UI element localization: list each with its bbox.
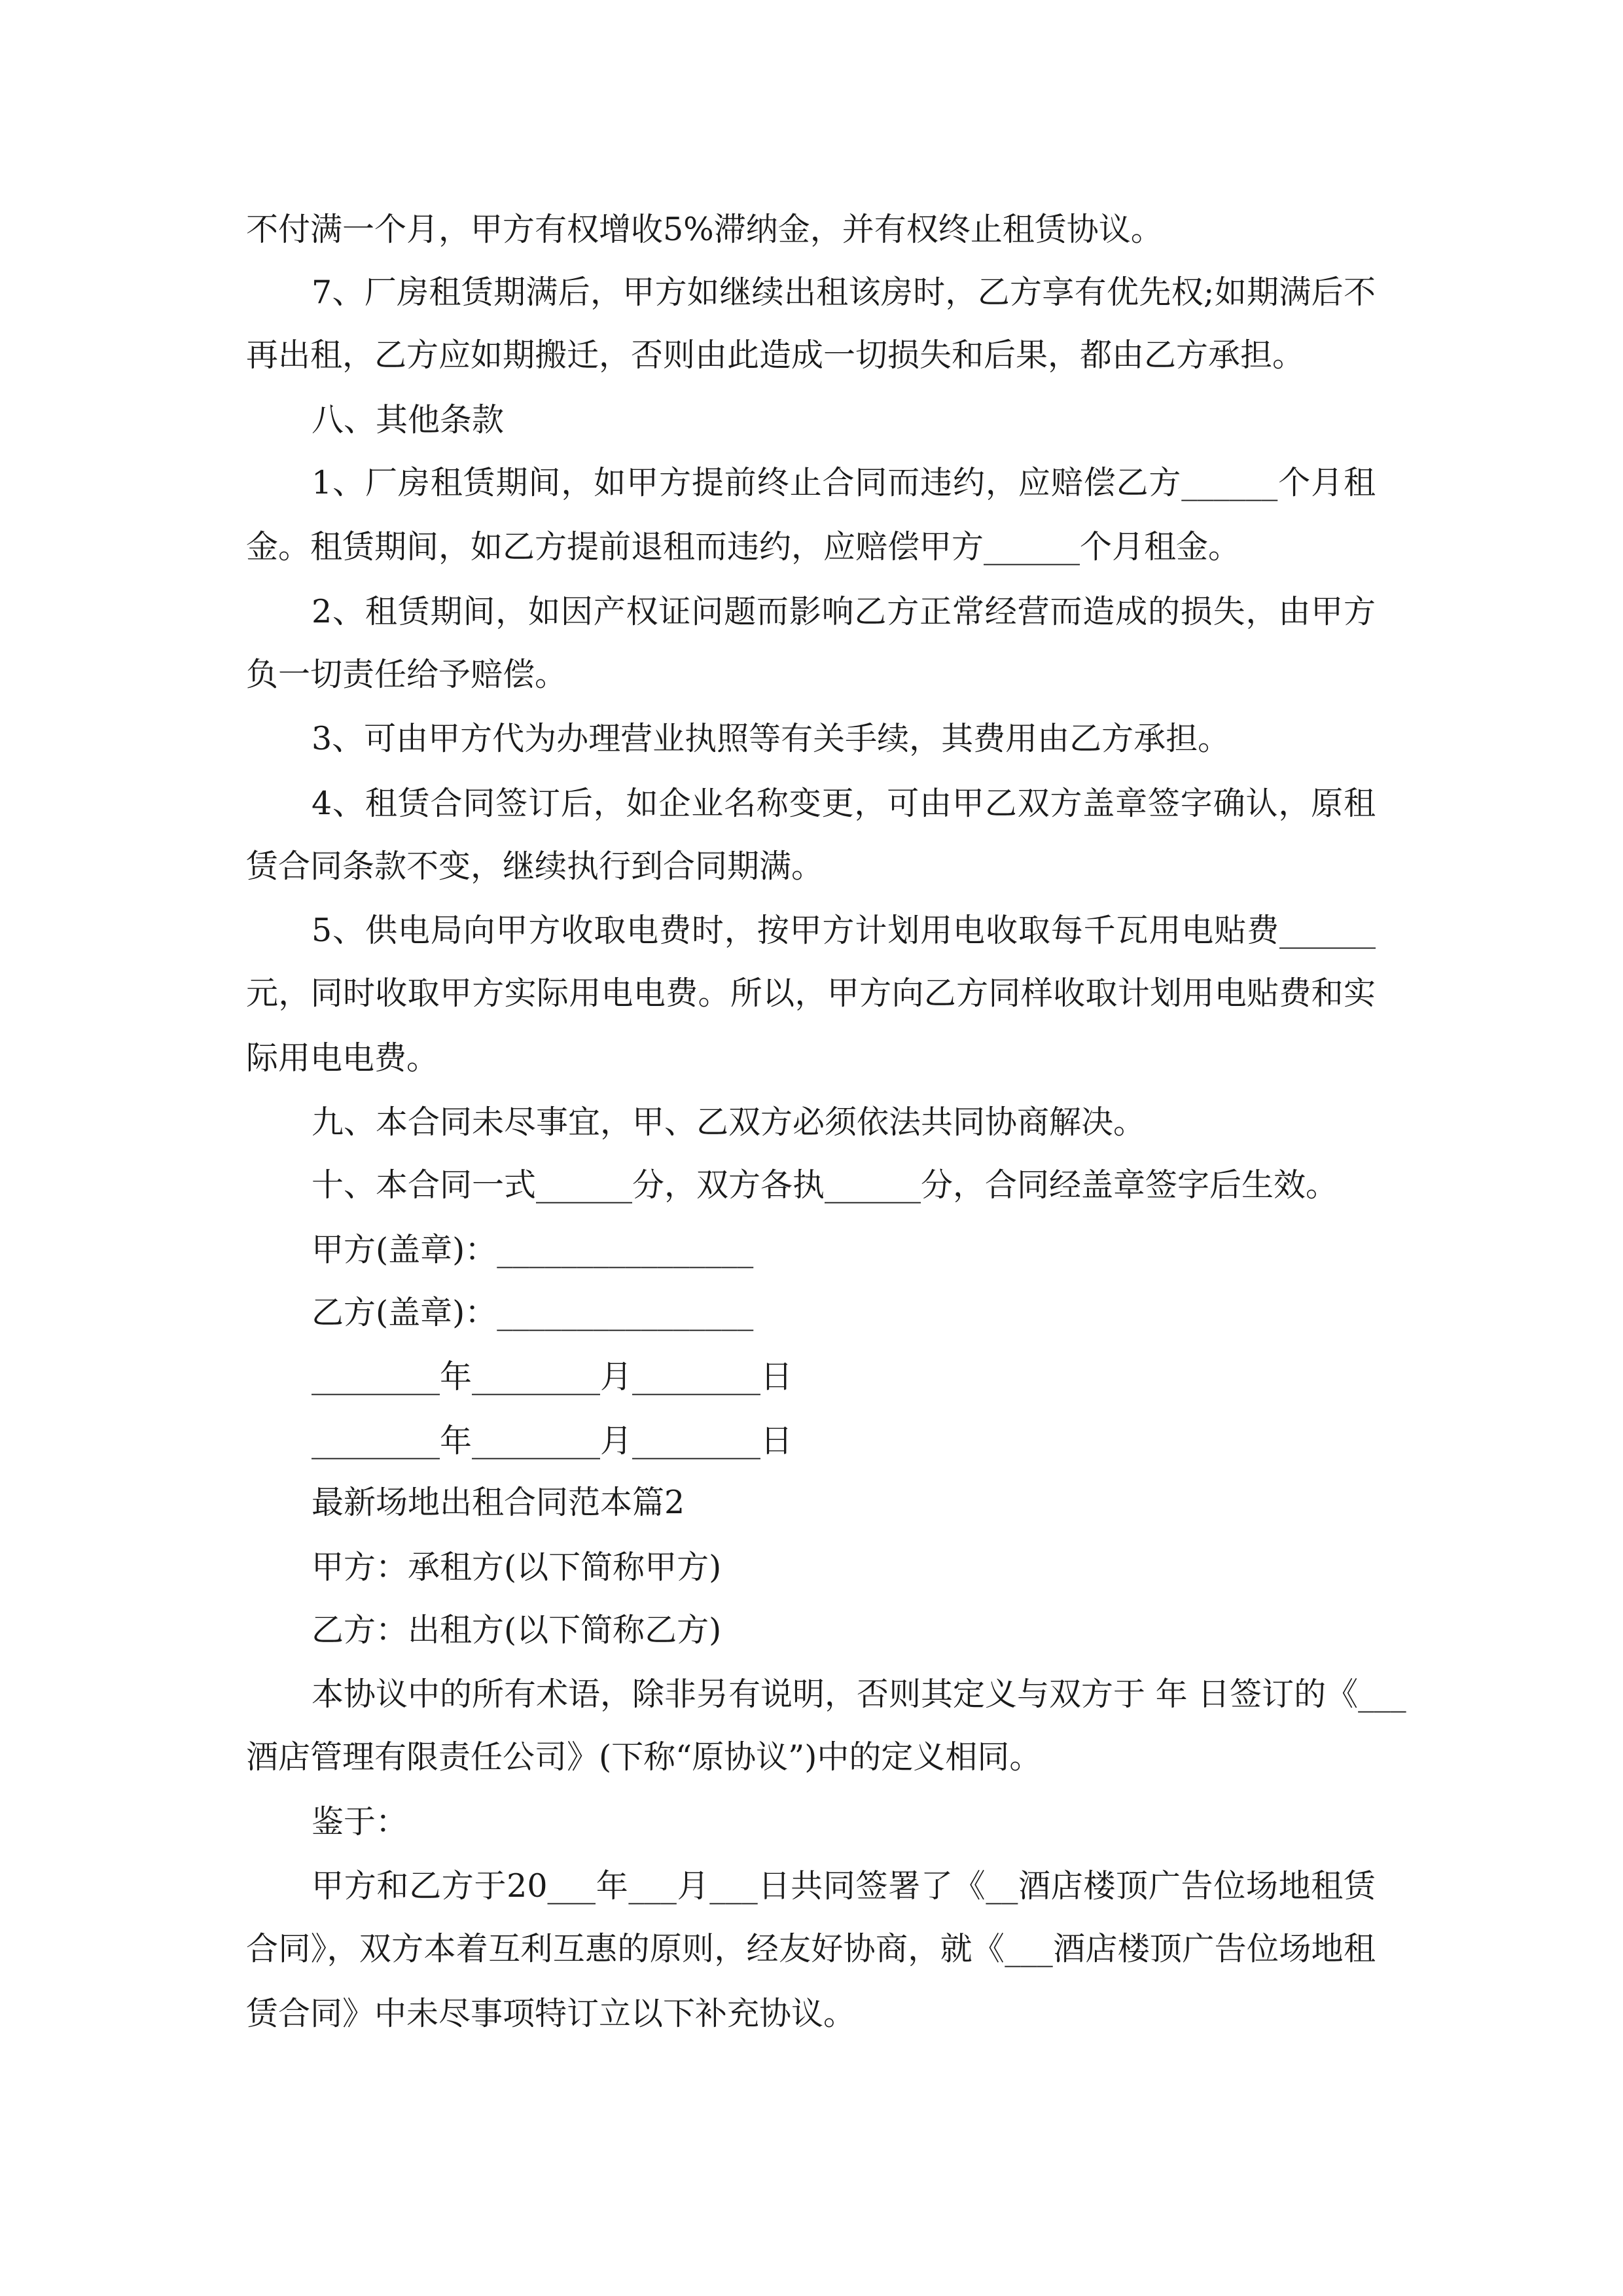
text-line: 最新场地出租合同范本篇2 bbox=[312, 1484, 685, 1521]
text-line: 乙方：出租方(以下简称乙方) bbox=[312, 1611, 722, 1649]
text-line: 4、租赁合同签订后，如企业名称变更，可由甲乙双方盖章签字确认，原租 bbox=[312, 785, 1376, 822]
text-line: 甲方(盖章)：________________ bbox=[312, 1231, 754, 1268]
text-line: 乙方(盖章)：________________ bbox=[312, 1294, 754, 1331]
text-line: 甲方和乙方于20___年___月___日共同签署了《__酒店楼顶广告位场地租赁 bbox=[312, 1867, 1376, 1905]
text-line: 赁合同条款不变，继续执行到合同期满。 bbox=[246, 848, 824, 885]
text-line: 九、本合同未尽事宜，甲、乙双方必须依法共同协商解决。 bbox=[312, 1103, 1146, 1141]
text-line: 不付满一个月，甲方有权增收5%滞纳金，并有权终止租赁协议。 bbox=[246, 211, 1163, 248]
text-line: 际用电电费。 bbox=[246, 1039, 439, 1077]
text-line: 1、厂房租赁期间，如甲方提前终止合同而违约，应赔偿乙方______个月租 bbox=[312, 464, 1376, 501]
text-line: ________年________月________日 bbox=[312, 1422, 793, 1460]
text-line: 酒店管理有限责任公司》(下称“原协议”)中的定义相同。 bbox=[246, 1738, 1042, 1776]
text-line: 7、厂房租赁期满后，甲方如继续出租该房时，乙方享有优先权;如期满后不 bbox=[312, 274, 1376, 311]
text-line: 合同》，双方本着互利互惠的原则，经友好协商，就《___酒店楼顶广告位场地租 bbox=[246, 1930, 1376, 1967]
text-line: ________年________月________日 bbox=[312, 1358, 793, 1395]
text-line: 5、供电局向甲方收取电费时，按甲方计划用电收取每千瓦用电贴费______ bbox=[312, 912, 1376, 949]
text-line: 再出租，乙方应如期搬迁，否则由此造成一切损失和后果，都由乙方承担。 bbox=[246, 336, 1305, 374]
text-line: 鉴于： bbox=[312, 1803, 408, 1840]
text-line: 本协议中的所有术语，除非另有说明，否则其定义与双方于 年 日签订的《___ bbox=[312, 1676, 1406, 1713]
text-line: 3、可由甲方代为办理营业执照等有关手续，其费用由乙方承担。 bbox=[312, 720, 1230, 757]
text-line: 十、本合同一式______分，双方各执______分，合同经盖章签字后生效。 bbox=[312, 1166, 1338, 1204]
text-line: 金。租赁期间，如乙方提前退租而违约，应赔偿甲方______个月租金。 bbox=[246, 528, 1241, 565]
text-line: 元，同时收取甲方实际用电电费。所以，甲方向乙方同样收取计划用电贴费和实 bbox=[246, 975, 1376, 1012]
text-line: 甲方：承租方(以下简称甲方) bbox=[312, 1549, 722, 1586]
text-line: 八、其他条款 bbox=[312, 401, 505, 439]
text-line: 赁合同》中未尽事项特订立以下补充协议。 bbox=[246, 1995, 856, 2032]
text-line: 2、租赁期间，如因产权证问题而影响乙方正常经营而造成的损失，由甲方 bbox=[312, 593, 1376, 630]
text-line: 负一切责任给予赔偿。 bbox=[246, 656, 567, 693]
